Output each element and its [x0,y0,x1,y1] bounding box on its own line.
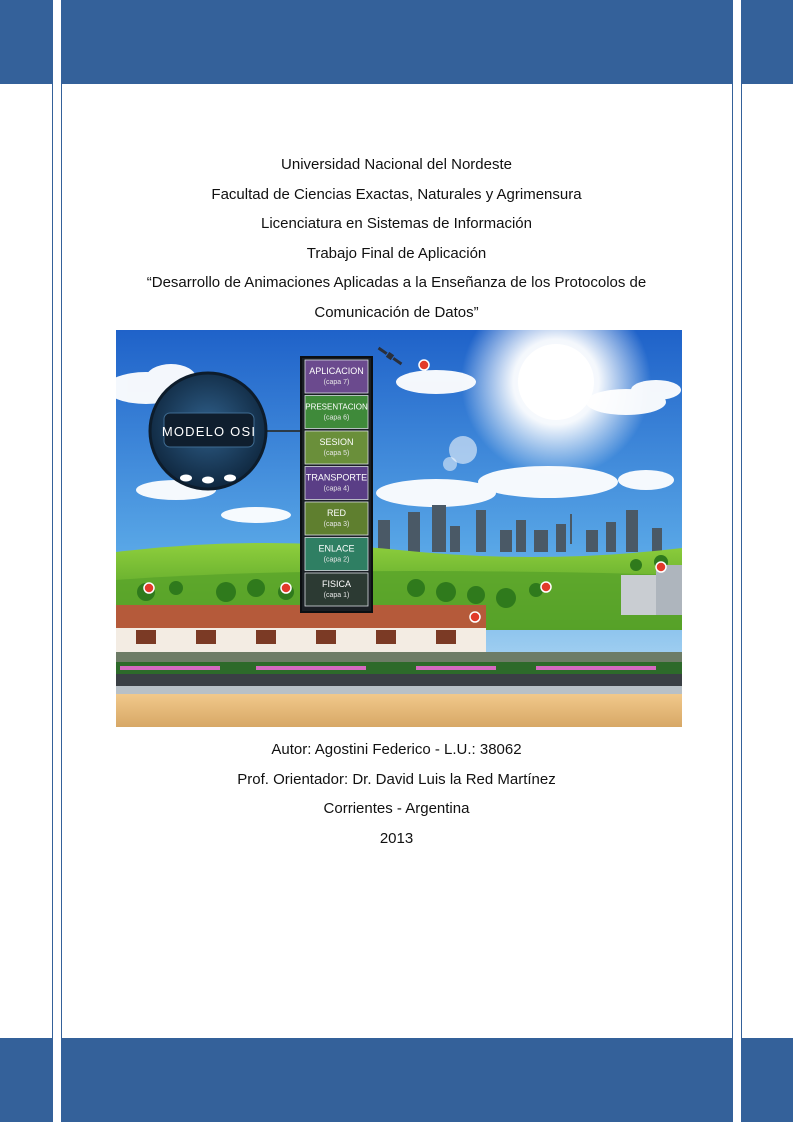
osi-layer-number: (capa 1) [323,592,350,599]
osi-layer-block [305,431,368,464]
footer-band-left [0,1038,52,1122]
title-block [0,150,793,327]
osi-layer-block [305,502,368,535]
advisor-line: Prof. Orientador: Dr. David Luis la Red Martínez [237,770,556,788]
osi-layer-number: (capa 7) [323,379,350,386]
osi-layer-block [305,467,368,500]
header-band-right [742,0,793,84]
osi-layer-number: (capa 2) [323,556,350,564]
osi-layer-block [305,573,368,606]
osi-layer-number: (capa 5) [323,450,350,457]
thesis-title-line-1: “Desarrollo de Animaciones Aplicadas a la Enseñanza de los Protocolos de [146,274,647,291]
year-line: 2013 [379,829,414,847]
osi-layer-name: ENLACE [318,543,355,554]
cover-illustration [116,330,682,727]
osi-city-scene [116,330,682,727]
osi-layer-number: (capa 6) [323,414,350,422]
university-name: Universidad Nacional del Nordeste [281,156,512,173]
location-line: Corrientes - Argentina [323,800,470,817]
thesis-title-line-2: Comunicación de Datos” [314,303,479,321]
author-line: Autor: Agostini Federico - L.U.: 38062 [271,741,522,758]
osi-layer-name: PRESENTACION [305,402,368,412]
header-band-center [62,0,732,84]
osi-badge-label: MODELO OSI [161,424,257,439]
faculty-name: Facultad de Ciencias Exactas, Naturales y Agrimensura [211,185,582,203]
osi-layer-block [305,538,368,571]
osi-layer-name: SESION [319,437,354,447]
footer-band-right [742,1038,793,1122]
osi-layer-number: (capa 3) [323,521,350,528]
osi-layer-name: TRANSPORTE [305,472,368,483]
osi-layer-name: RED [326,508,347,518]
osi-layer-name: APLICACION [309,366,364,376]
osi-layer-stack [305,360,368,606]
credits-block [0,735,793,853]
footer-band-center [62,1038,732,1122]
osi-layer-name: FISICA [321,579,352,589]
header-band-left [0,0,52,84]
osi-layer-number: (capa 4) [323,485,350,493]
work-type: Trabajo Final de Aplicación [306,244,487,262]
osi-layer-block [305,396,368,429]
osi-layer-block [305,360,368,393]
degree-name: Licenciatura en Sistemas de Información [261,215,532,232]
